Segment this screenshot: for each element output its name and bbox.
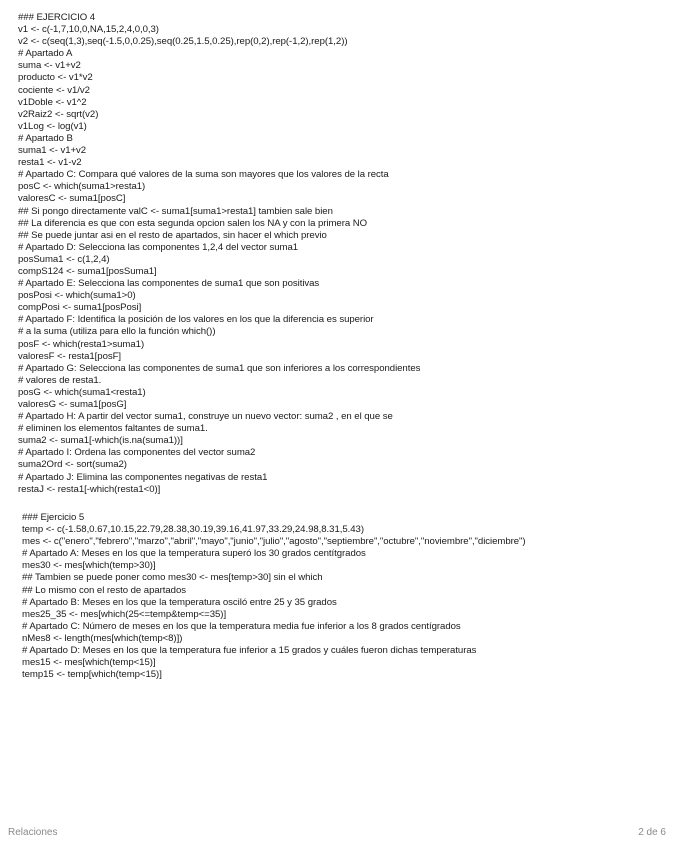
code-line: # Apartado D: Selecciona las componentes 1,2,4 del vector suma1	[18, 241, 299, 253]
code-line: valoresF <- resta1[posF]	[18, 350, 122, 362]
code-line: # Apartado C: Compara qué valores de la suma son mayores que los valores de la recta	[18, 169, 389, 181]
code-line: mes15 <- mes[which(temp<15)]	[22, 657, 156, 669]
code-line: ## Si pongo directamente valC <- suma1[suma1>resta1] tambien sale bien	[18, 205, 333, 217]
code-line: suma1 <- v1+v2	[18, 145, 87, 157]
code-line: # eliminen los elementos faltantes de suma1.	[18, 423, 208, 435]
code-line: # Apartado A	[18, 48, 73, 60]
code-line: posPosi <- which(suma1>0)	[18, 290, 136, 302]
code-line: suma2 <- suma1[-which(is.na(suma1))]	[18, 435, 183, 447]
code-line: # Apartado C: Número de meses en los que la temperatura media fue inferior a los 8 grados centígrados	[22, 620, 461, 632]
code-line: suma <- v1+v2	[18, 60, 81, 72]
footer-document-title: Relaciones	[8, 827, 58, 838]
code-line: # Apartado B	[18, 132, 73, 144]
exercise-4-code-block	[18, 12, 420, 496]
code-line: posSuma1 <- c(1,2,4)	[18, 253, 110, 265]
code-line: nMes8 <- length(mes[which(temp<8)])	[22, 632, 183, 644]
code-line: v1Log <- log(v1)	[18, 120, 87, 132]
code-line: ## Lo mismo con el resto de apartados	[22, 584, 187, 596]
code-line: suma2Ord <- sort(suma2)	[18, 459, 127, 471]
code-line: compS124 <- suma1[posSuma1]	[18, 265, 157, 277]
code-line: posC <- which(suma1>resta1)	[18, 181, 146, 193]
code-line: # Apartado F: Identifica la posición de los valores en los que la diferencia es superior	[18, 314, 374, 326]
code-line: ## Se puede juntar asi en el resto de apartados, sin hacer el which previo	[18, 229, 327, 241]
code-line: ## Tambien se puede poner como mes30 <- mes[temp>30] sin el which	[22, 572, 323, 584]
code-line: # Apartado J: Elimina las componentes negativas de resta1	[18, 471, 268, 483]
code-line: resta1 <- v1-v2	[18, 157, 82, 169]
code-line: mes <- c("enero","febrero","marzo","abril","mayo","junio","julio","agosto","septiembre","octubre","noviembre","diciembre")	[22, 536, 526, 548]
code-line: ### Ejercicio 5	[22, 512, 85, 523]
code-line: temp <- c(-1.58,0.67,10.15,22.79,28.38,30.19,39.16,41.97,33.29,24.98,8.31,5.43)	[22, 524, 364, 536]
code-line: # valores de resta1.	[18, 374, 102, 386]
code-line: posF <- which(resta1>suma1)	[18, 338, 145, 350]
footer-page-number: 2 de 6	[638, 827, 666, 838]
code-line: posG <- which(suma1<resta1)	[18, 386, 146, 398]
code-line: producto <- v1*v2	[18, 72, 93, 84]
code-line: cociente <- v1/v2	[18, 84, 90, 96]
code-line: ## La diferencia es que con esta segunda opcion salen los NA y con la primera NO	[18, 217, 368, 229]
code-line: # Apartado A: Meses en los que la temperatura superó los 30 grados centítgrados	[22, 548, 366, 560]
code-line: v2Raiz2 <- sqrt(v2)	[18, 108, 99, 120]
code-line: v1 <- c(-1,7,10,0,NA,15,2,4,0,0,3)	[18, 24, 159, 36]
code-line: # a la suma (utiliza para ello la función which())	[18, 326, 216, 338]
code-line: valoresG <- suma1[posG]	[18, 399, 127, 410]
exercise-5-code-block	[22, 512, 526, 681]
code-line: # Apartado H: A partir del vector suma1, construye un nuevo vector: suma2 , en el que se	[18, 411, 393, 423]
code-line: v1Doble <- v1^2	[18, 96, 87, 108]
code-line: v2 <- c(seq(1,3),seq(-1.5,0,0.25),seq(0.25,1.5,0.25),rep(0,2),rep(-1,2),rep(1,2))	[18, 36, 348, 48]
code-line: mes25_35 <- mes[which(25<=temp&temp<=35)]	[22, 608, 227, 620]
code-line: # Apartado D: Meses en los que la temperatura fue inferior a 15 grados y cuáles fueron dichas temperaturas	[22, 645, 477, 657]
code-line: # Apartado I: Ordena las componentes del vector suma2	[18, 447, 256, 459]
code-line: restaJ <- resta1[-which(resta1<0)]	[18, 483, 161, 495]
code-line: ### EJERCICIO 4	[18, 12, 96, 23]
code-line: compPosi <- suma1[posPosi]	[18, 302, 142, 314]
code-line: # Apartado E: Selecciona las componentes de suma1 que son positivas	[18, 278, 320, 290]
code-line: # Apartado G: Selecciona las componentes de suma1 que son inferiores a los correspondientes	[18, 362, 421, 374]
code-line: temp15 <- temp[which(temp<15)]	[22, 669, 162, 681]
code-line: # Apartado B: Meses en los que la temperatura osciló entre 25 y 35 grados	[22, 596, 337, 608]
code-line: mes30 <- mes[which(temp>30)]	[22, 560, 156, 572]
code-line: valoresC <- suma1[posC]	[18, 193, 126, 205]
